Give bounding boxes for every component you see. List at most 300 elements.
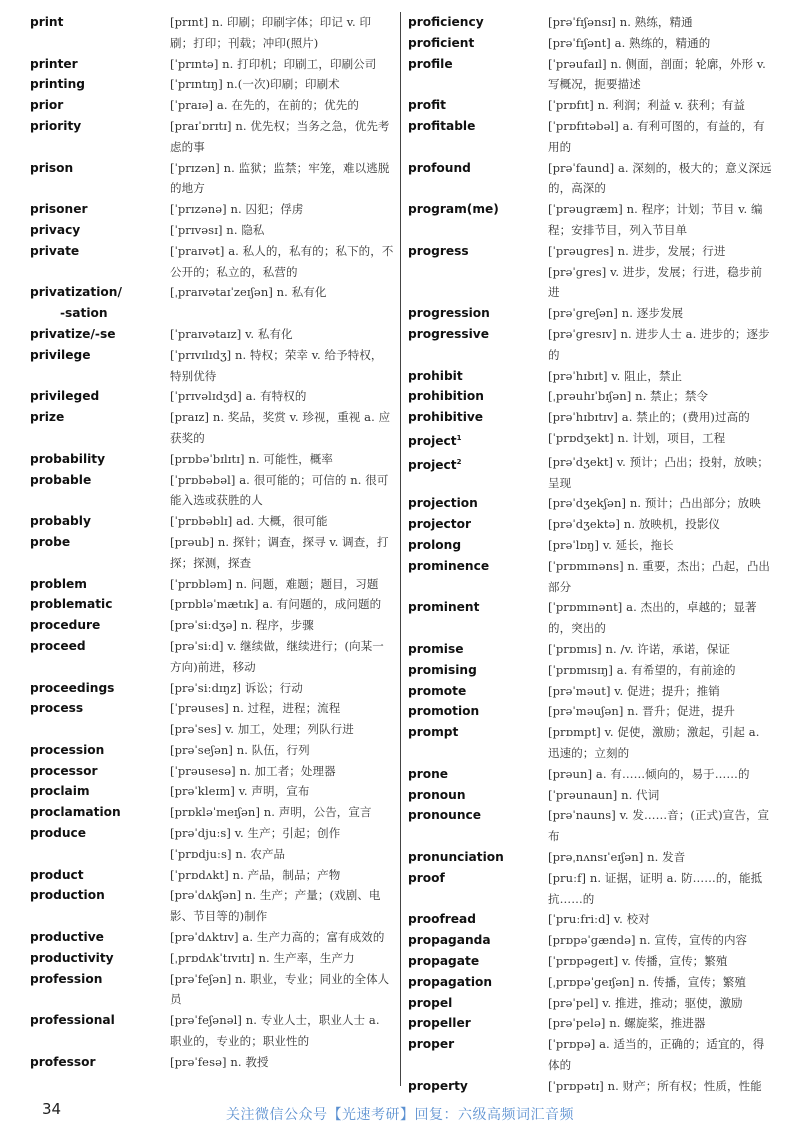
definition bbox=[170, 615, 394, 636]
definition-line: [ˈprɒmɪsɪŋ] a. 有希望的，有前途的 bbox=[548, 662, 736, 677]
dictionary-entry bbox=[408, 1013, 773, 1034]
headword bbox=[408, 407, 548, 428]
headword bbox=[30, 12, 170, 33]
headword-text: processor bbox=[30, 763, 98, 778]
dictionary-entry bbox=[408, 386, 773, 407]
definition bbox=[548, 95, 773, 116]
definition bbox=[548, 909, 773, 930]
dictionary-entry bbox=[30, 116, 394, 158]
definition bbox=[170, 116, 394, 158]
definition bbox=[170, 969, 394, 1011]
headword bbox=[408, 847, 548, 868]
headword-text: projector bbox=[408, 517, 471, 532]
headword bbox=[30, 865, 170, 886]
dictionary-entry bbox=[408, 847, 773, 868]
headword bbox=[30, 449, 170, 470]
definition-line: [ˈpruːfriːd] v. 校对 bbox=[548, 912, 650, 927]
dictionary-entry bbox=[408, 54, 773, 96]
headword bbox=[408, 33, 548, 54]
headword-text: proper bbox=[408, 1037, 455, 1052]
dictionary-entry bbox=[30, 740, 394, 761]
headword-text: program(me) bbox=[408, 202, 499, 217]
definition-line: [ˈprɒbəbəl] a. 很可能的；可信的 n. 很可能入选或获胜的人 bbox=[170, 472, 389, 508]
definition-line: [prəˈfeʃənəl] n. 专业人士，职业人士 a. 职业的，专业的；职业性的 bbox=[170, 1013, 380, 1049]
definition-line: [ˈprɒfɪtəbəl] a. 有利可图的，有益的，有用的 bbox=[548, 118, 765, 154]
dictionary-entry bbox=[30, 802, 394, 823]
headword bbox=[408, 324, 548, 345]
headword-text: process bbox=[30, 701, 84, 716]
headword bbox=[408, 241, 548, 262]
dictionary-entry bbox=[408, 407, 773, 428]
headword-text: profitable bbox=[408, 118, 476, 133]
definition-line: [prəˈseʃən] n. 队伍，行列 bbox=[170, 742, 310, 757]
headword bbox=[408, 930, 548, 951]
dictionary-entry bbox=[408, 535, 773, 556]
definition bbox=[548, 514, 773, 535]
headword-text: prominent bbox=[408, 600, 480, 615]
definition-line: [ˈprɒbəblɪ] ad. 大概，很可能 bbox=[170, 514, 328, 529]
definition bbox=[170, 199, 394, 220]
definition bbox=[170, 449, 394, 470]
definition bbox=[548, 33, 773, 54]
headword bbox=[408, 785, 548, 806]
headword-text: probe bbox=[30, 534, 71, 549]
headword-text: projection bbox=[408, 496, 478, 511]
definition bbox=[548, 54, 773, 96]
definition bbox=[548, 1013, 773, 1034]
headword bbox=[408, 951, 548, 972]
definition bbox=[548, 701, 773, 722]
definition bbox=[170, 802, 394, 823]
headword bbox=[408, 764, 548, 785]
definition bbox=[170, 1010, 394, 1052]
definition bbox=[548, 805, 773, 847]
headword-text: proficiency bbox=[408, 15, 484, 29]
headword bbox=[30, 698, 170, 719]
definition-line: [prəub] n. 探针；调查，探寻 v. 调查，打探；探测，探查 bbox=[170, 534, 389, 570]
definition-line-2: [prəˈses] v. 加工，处理；列队行进 bbox=[170, 722, 354, 737]
headword-text: probability bbox=[30, 451, 106, 466]
definition-line: [prəˈnauns] v. 发……音；(正式)宣告，宣布 bbox=[548, 808, 770, 844]
headword-text: private bbox=[30, 243, 80, 258]
headword-text: profession bbox=[30, 971, 103, 986]
dictionary-entry bbox=[408, 33, 773, 54]
definition-line: [prəˈpelə] n. 螺旋桨，推进器 bbox=[548, 1016, 706, 1031]
definition-line: [ˌprɒdʌkˈtɪvɪtɪ] n. 生产率，生产力 bbox=[170, 950, 355, 965]
definition-line: [ˈprɪvɪlɪdʒ] n. 特权；荣幸 v. 给予特权，特别优待 bbox=[170, 347, 383, 383]
definition-line: [prəˈgreʃən] n. 逐步发展 bbox=[548, 306, 684, 321]
definition bbox=[548, 386, 773, 407]
definition-line: [ˈprɒpətɪ] n. 财产；所有权；性质，性能 bbox=[548, 1078, 762, 1093]
headword bbox=[30, 345, 170, 366]
definition bbox=[548, 951, 773, 972]
dictionary-entry bbox=[30, 594, 394, 615]
dictionary-entry bbox=[30, 407, 394, 449]
definition bbox=[548, 930, 773, 951]
definition-line: [ˈprəugres] n. 进步，发展；行进 bbox=[548, 243, 726, 258]
headword-text: propaganda bbox=[408, 933, 491, 948]
headword-text: prolong bbox=[408, 537, 462, 552]
definition-line: [prəˈdʌktɪv] a. 生产力高的；富有成效的 bbox=[170, 930, 385, 945]
headword bbox=[30, 615, 170, 636]
definition bbox=[170, 282, 394, 303]
definition-line: [ˈprɪvəlɪdʒd] a. 有特权的 bbox=[170, 389, 307, 404]
definition bbox=[170, 324, 394, 345]
definition-line: [prəˈdjuːs] v. 生产；引起；创作 bbox=[170, 826, 341, 841]
headword bbox=[30, 636, 170, 657]
headword-text: prone bbox=[408, 766, 449, 781]
definition-line: [prəˈlɒŋ] v. 延长，拖长 bbox=[548, 537, 674, 552]
definition bbox=[170, 865, 394, 886]
definition-line: [ˌprɒpəˈgeɪʃən] n. 传播，宣传；繁殖 bbox=[548, 974, 746, 989]
definition bbox=[170, 740, 394, 761]
left-column bbox=[30, 12, 394, 1086]
headword bbox=[30, 885, 170, 906]
headword bbox=[408, 452, 548, 476]
definition-line: [prɪnt] n. 印刷；印刷字体；印记 v. 印刷；打印；刊载；冲印(照片) bbox=[170, 15, 372, 50]
definition bbox=[170, 158, 394, 200]
dictionary-entry bbox=[30, 220, 394, 241]
definition bbox=[170, 823, 394, 865]
headword bbox=[30, 969, 170, 990]
headword bbox=[30, 511, 170, 532]
headword bbox=[30, 241, 170, 262]
definition bbox=[548, 1034, 773, 1076]
dictionary-entry bbox=[408, 722, 773, 764]
headword bbox=[408, 514, 548, 535]
headword-text: problematic bbox=[30, 597, 113, 612]
dictionary-entry bbox=[408, 158, 773, 200]
definition-line: [ˈprəufaɪl] n. 侧面，剖面；轮廓，外形 v. 写概况，扼要描述 bbox=[548, 56, 766, 92]
definition bbox=[170, 532, 394, 574]
headword bbox=[30, 678, 170, 699]
headword bbox=[30, 740, 170, 761]
dictionary-entry bbox=[30, 345, 394, 387]
headword-text: probable bbox=[30, 472, 92, 487]
headword bbox=[408, 701, 548, 722]
definition bbox=[548, 158, 773, 200]
definition bbox=[548, 535, 773, 556]
headword bbox=[408, 556, 548, 577]
definition bbox=[548, 597, 773, 639]
headword-text: produce bbox=[30, 826, 86, 841]
definition bbox=[548, 993, 773, 1014]
dictionary-entry bbox=[408, 428, 773, 452]
dictionary-entry bbox=[30, 761, 394, 782]
definition-line: [prəˈdʒekt] v. 预计；凸出；投射，放映；呈现 bbox=[548, 454, 769, 490]
dictionary-entry bbox=[408, 241, 773, 303]
dictionary-entry bbox=[30, 386, 394, 407]
headword bbox=[30, 1010, 170, 1031]
headword-text: privilege bbox=[30, 347, 91, 362]
dictionary-entry bbox=[30, 823, 394, 865]
headword-text: prisoner bbox=[30, 202, 88, 217]
headword bbox=[408, 597, 548, 618]
definition-line: [ˈprəugræm] n. 程序；计划；节目 v. 编程；安排节目，列入节目单 bbox=[548, 202, 763, 237]
headword-text: proceed bbox=[30, 638, 86, 653]
definition bbox=[170, 636, 394, 678]
definition bbox=[548, 199, 773, 241]
definition-line: [ˈprɪntɪŋ] n.(一次)印刷；印刷术 bbox=[170, 77, 340, 92]
headword bbox=[30, 199, 170, 220]
dictionary-entry bbox=[30, 74, 394, 95]
dictionary-entry bbox=[408, 909, 773, 930]
definition-line: [ˈprɒdʒekt] n. 计划，项目，工程 bbox=[548, 430, 726, 445]
dictionary-entry bbox=[408, 972, 773, 993]
definition bbox=[170, 781, 394, 802]
dictionary-entry bbox=[30, 449, 394, 470]
headword bbox=[408, 95, 548, 116]
headword bbox=[30, 116, 170, 137]
dictionary-entry bbox=[30, 781, 394, 802]
dictionary-entry bbox=[30, 282, 394, 324]
headword bbox=[408, 386, 548, 407]
headword bbox=[408, 12, 548, 33]
definition bbox=[548, 639, 773, 660]
column-divider bbox=[400, 12, 401, 1086]
definition-line: [ˈprɒpə] a. 适当的，正确的；适宜的，得体的 bbox=[548, 1037, 765, 1072]
definition-line: [prəˈsiːd] v. 继续做，继续进行；(向某一方向)前进，移动 bbox=[170, 638, 384, 674]
headword-text: proofread bbox=[408, 912, 477, 927]
definition-line: [pruːf] n. 证据，证明 a. 防……的，能抵抗……的 bbox=[548, 870, 763, 906]
definition bbox=[170, 885, 394, 927]
dictionary-entry bbox=[408, 493, 773, 514]
definition bbox=[170, 511, 394, 532]
headword bbox=[408, 199, 548, 220]
headword bbox=[408, 158, 548, 179]
headword-text: progressive bbox=[408, 326, 490, 341]
headword-text: print bbox=[30, 15, 64, 29]
headword-text: proof bbox=[408, 870, 445, 885]
dictionary-entry bbox=[30, 470, 394, 512]
headword-text: promise bbox=[408, 641, 464, 656]
headword-text: prominence bbox=[408, 558, 490, 573]
headword bbox=[408, 660, 548, 681]
dictionary-entry bbox=[408, 951, 773, 972]
dictionary-entry bbox=[30, 865, 394, 886]
headword-text: propagate bbox=[408, 953, 480, 968]
headword bbox=[30, 781, 170, 802]
headword-text: profound bbox=[408, 160, 471, 175]
dictionary-entry bbox=[408, 785, 773, 806]
page-number: 34 bbox=[42, 1100, 62, 1118]
definition bbox=[548, 868, 773, 910]
headword-text: pronounce bbox=[408, 808, 482, 823]
headword-text: propeller bbox=[408, 1016, 471, 1031]
headword-text: pronunciation bbox=[408, 849, 504, 864]
headword-text: procession bbox=[30, 742, 105, 757]
definition bbox=[548, 1076, 773, 1097]
dictionary-entry bbox=[408, 930, 773, 951]
dictionary-entry bbox=[408, 868, 773, 910]
definition-line: [prəˈkleɪm] v. 声明，宣布 bbox=[170, 784, 310, 799]
dictionary-entry bbox=[408, 993, 773, 1014]
definition bbox=[548, 722, 773, 764]
headword-text: profile bbox=[408, 56, 453, 71]
definition bbox=[170, 74, 394, 95]
dictionary-entry bbox=[408, 1076, 773, 1097]
definition bbox=[170, 220, 394, 241]
dictionary-entry bbox=[30, 969, 394, 1011]
definition-line: [prəˈfɪʃənsɪ] n. 熟练，精通 bbox=[548, 15, 693, 29]
dictionary-entry bbox=[408, 1034, 773, 1076]
headword bbox=[408, 303, 548, 324]
dictionary-entry bbox=[30, 199, 394, 220]
definition-line: [prəun] a. 有……倾向的，易于……的 bbox=[548, 766, 750, 781]
dictionary-entry bbox=[408, 116, 773, 158]
headword bbox=[30, 407, 170, 428]
headword bbox=[30, 948, 170, 969]
dictionary-entry bbox=[30, 636, 394, 678]
headword-text: prohibit bbox=[408, 368, 463, 383]
definition bbox=[170, 470, 394, 512]
dictionary-entry bbox=[408, 514, 773, 535]
definition bbox=[548, 116, 773, 158]
headword-text: privatize/-se bbox=[30, 326, 116, 341]
headword-text: progress bbox=[408, 243, 469, 258]
definition-line: [prəˈməut] v. 促进；提升；推销 bbox=[548, 683, 720, 698]
dictionary-entry bbox=[30, 54, 394, 75]
definition bbox=[548, 764, 773, 785]
definition bbox=[548, 452, 773, 494]
definition-line-2: [prəˈgres] v. 进步，发展；行进，稳步前进 bbox=[548, 264, 763, 300]
dictionary-entry bbox=[30, 532, 394, 574]
headword bbox=[408, 1076, 548, 1097]
headword-text: prohibitive bbox=[408, 410, 484, 425]
definition bbox=[548, 12, 773, 33]
dictionary-entry bbox=[408, 324, 773, 366]
definition bbox=[170, 12, 394, 54]
headword bbox=[30, 74, 170, 95]
headword-text: property bbox=[408, 1078, 468, 1093]
headword bbox=[30, 54, 170, 75]
definition bbox=[170, 54, 394, 75]
headword bbox=[30, 324, 170, 345]
dictionary-entry bbox=[30, 698, 394, 740]
definition-line: [praɪz] n. 奖品，奖赏 v. 珍视，重视 a. 应获奖的 bbox=[170, 410, 391, 445]
definition bbox=[548, 785, 773, 806]
dictionary-entry bbox=[408, 805, 773, 847]
definition-line: [prəˈsiːdɪŋz] 诉讼；行动 bbox=[170, 680, 303, 695]
headword bbox=[408, 535, 548, 556]
definition-line: [ˈprəusesə] n. 加工者；处理器 bbox=[170, 763, 336, 778]
headword bbox=[30, 470, 170, 491]
headword-text: project bbox=[408, 434, 457, 448]
headword bbox=[408, 366, 548, 387]
definition bbox=[170, 386, 394, 407]
headword bbox=[408, 909, 548, 930]
dictionary-entry bbox=[408, 681, 773, 702]
dictionary-entry bbox=[408, 303, 773, 324]
dictionary-entry bbox=[408, 597, 773, 639]
dictionary-entry bbox=[30, 324, 394, 345]
dictionary-entry bbox=[408, 95, 773, 116]
definition-line: [ˈprəunaun] n. 代词 bbox=[548, 787, 660, 802]
homograph-number: 2 bbox=[456, 457, 462, 466]
definition-line: [prəˈməuʃən] n. 晋升；促进，提升 bbox=[548, 704, 736, 719]
headword-text: propel bbox=[408, 995, 453, 1010]
definition-line: [prəˈfesə] n. 教授 bbox=[170, 1054, 269, 1069]
definition-line: [prəˈgresɪv] n. 进步人士 a. 进步的；逐步的 bbox=[548, 326, 770, 362]
headword bbox=[408, 722, 548, 743]
headword bbox=[408, 116, 548, 137]
dictionary-entry bbox=[30, 1010, 394, 1052]
headword-text: privileged bbox=[30, 389, 100, 404]
definition-line: [ˈprɒmɪnənt] a. 杰出的，卓越的；显著的，突出的 bbox=[548, 600, 757, 636]
definition-line: [ˈprɒmɪs] n. /v. 许诺，承诺，保证 bbox=[548, 641, 731, 656]
headword-text: prior bbox=[30, 98, 64, 113]
definition-line: [prəˈhɪbɪtɪv] a. 禁止的；(费用)过高的 bbox=[548, 410, 750, 425]
headword-text: product bbox=[30, 867, 84, 882]
dictionary-entry bbox=[408, 660, 773, 681]
definition bbox=[548, 366, 773, 387]
definition-line: [ˌprəuhɪˈbɪʃən] n. 禁止；禁令 bbox=[548, 389, 709, 404]
headword bbox=[30, 802, 170, 823]
definition bbox=[170, 574, 394, 595]
headword bbox=[408, 868, 548, 889]
headword bbox=[30, 1052, 170, 1073]
definition bbox=[170, 1052, 394, 1073]
headword-text: profit bbox=[408, 98, 446, 113]
headword-text: promotion bbox=[408, 704, 480, 719]
definition-line: [prəˈfaund] a. 深刻的，极大的；意义深远的，高深的 bbox=[548, 160, 772, 196]
definition-line: [ˌpraɪvətaɪˈzeɪʃən] n. 私有化 bbox=[170, 285, 327, 300]
homograph-number: 1 bbox=[456, 433, 462, 442]
headword bbox=[408, 639, 548, 660]
definition-line: [ˈprɒpəgeɪt] v. 传播，宣传；繁殖 bbox=[548, 953, 728, 968]
dictionary-entry bbox=[408, 366, 773, 387]
definition-line: [ˈprɪntə] n. 打印机；印刷工，印刷公司 bbox=[170, 56, 377, 71]
right-column bbox=[408, 12, 773, 1093]
definition-line: [prɒkləˈmeɪʃən] n. 声明，公告，宣言 bbox=[170, 805, 372, 820]
dictionary-entry bbox=[30, 511, 394, 532]
dictionary-entry bbox=[30, 948, 394, 969]
headword-text: productivity bbox=[30, 950, 114, 965]
headword-text: printing bbox=[30, 77, 85, 92]
definition bbox=[170, 594, 394, 615]
definition-line: [ˈprɒbləm] n. 问题，难题；题目，习题 bbox=[170, 576, 379, 591]
definition-line: [prəˈsiːdʒə] n. 程序，步骤 bbox=[170, 618, 314, 633]
definition bbox=[170, 761, 394, 782]
definition-line: [ˈprɪzən] n. 监狱；监禁；牢笼，难以逃脱的地方 bbox=[170, 160, 390, 196]
headword bbox=[30, 532, 170, 553]
definition-line: [prɒbəˈbɪlɪtɪ] n. 可能性，概率 bbox=[170, 451, 333, 466]
headword bbox=[408, 993, 548, 1014]
definition bbox=[548, 681, 773, 702]
definition bbox=[548, 407, 773, 428]
dictionary-entry bbox=[30, 241, 394, 283]
definition-line: [prəˈdʌkʃən] n. 生产；产量；(戏剧、电影、节目等的)制作 bbox=[170, 888, 381, 924]
headword bbox=[30, 282, 170, 324]
definition-line: [ˈprɒmɪnəns] n. 重要，杰出；凸起，凸出部分 bbox=[548, 558, 771, 594]
headword bbox=[30, 158, 170, 179]
headword bbox=[30, 386, 170, 407]
headword-text: pronoun bbox=[408, 787, 466, 802]
headword bbox=[30, 927, 170, 948]
definition-line: [prəˈfeʃən] n. 职业，专业；同业的全体人员 bbox=[170, 971, 390, 1007]
definition bbox=[170, 241, 394, 283]
dictionary-entry bbox=[30, 12, 394, 54]
definition-line: [prəˈhɪbɪt] v. 阻止，禁止 bbox=[548, 368, 683, 383]
dictionary-entry bbox=[408, 452, 773, 494]
definition bbox=[548, 556, 773, 598]
dictionary-entry bbox=[30, 885, 394, 927]
definition bbox=[170, 95, 394, 116]
definition-line: [prəˈdʒektə] n. 放映机，投影仪 bbox=[548, 517, 721, 532]
headword-text: proficient bbox=[408, 35, 475, 50]
definition bbox=[170, 948, 394, 969]
headword bbox=[30, 574, 170, 595]
